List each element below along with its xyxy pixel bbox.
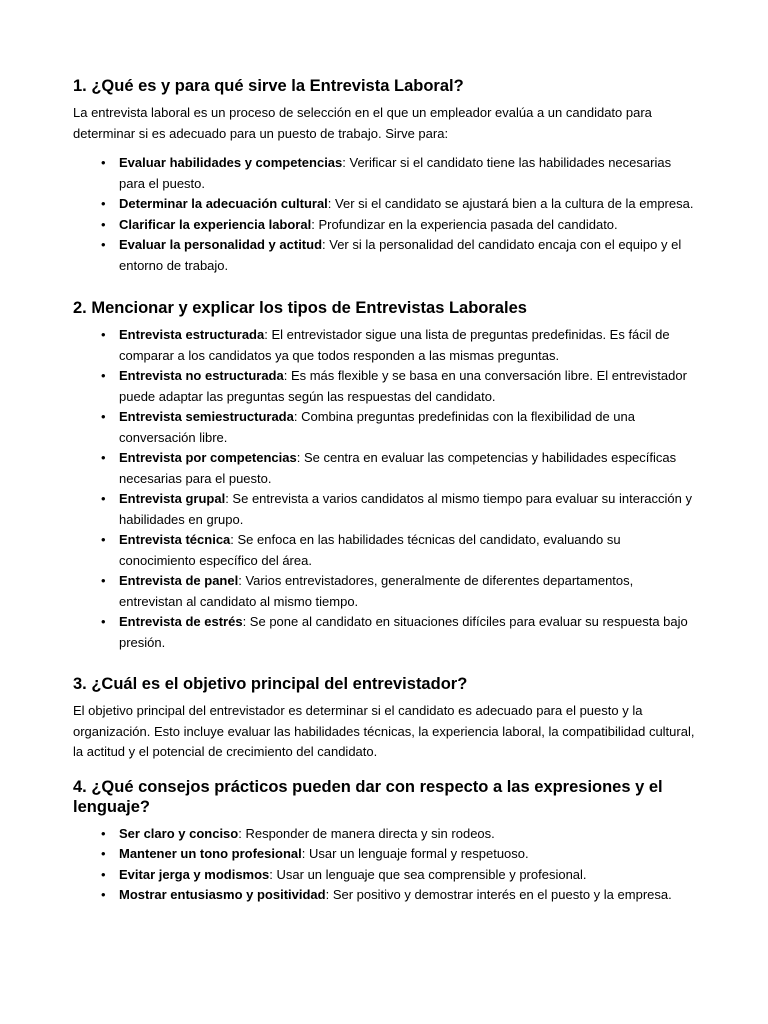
section-3-intro: El objetivo principal del entrevistador es determinar si el candidato es adecuado para el puesto y la organización. Esto incluye evaluar las habilidades técnicas, la experiencia laboral, la compatibilidad cultural, la actitud y el potencial de crecimiento del candidato. xyxy=(73,703,695,759)
bullet-icon: • xyxy=(101,237,106,252)
item-desc: : Usar un lenguaje formal y respetuoso. xyxy=(301,846,529,861)
list-item xyxy=(73,489,698,530)
item-term: Clarificar la experiencia laboral xyxy=(119,216,312,232)
item-term: Entrevista por competencias xyxy=(119,450,297,465)
section-1-list xyxy=(73,153,698,276)
item-desc: : Ver si la personalidad del candidato encaja con el equipo y el entorno de trabajo. xyxy=(119,237,682,273)
bullet-icon: • xyxy=(101,846,106,861)
section-3 xyxy=(73,674,698,763)
section-2 xyxy=(73,298,698,653)
item-desc: : Se pone al candidato en situaciones difíciles para evaluar su respuesta bajo presión. xyxy=(119,614,688,650)
list-item xyxy=(73,844,698,865)
item-term: Entrevista no estructurada xyxy=(119,368,284,383)
item-desc: : Responder de manera directa y sin rodeos. xyxy=(238,825,495,841)
document-page xyxy=(73,76,698,906)
item-term: Evitar jerga y modismos xyxy=(119,866,270,882)
item-desc: : Ver si el candidato se ajustará bien a la cultura de la empresa. xyxy=(327,196,694,211)
bullet-icon: • xyxy=(101,327,106,342)
item-desc: : Combina preguntas predefinidas con la flexibilidad de una conversación libre. xyxy=(119,409,635,445)
list-item xyxy=(73,612,698,653)
item-desc: : Se centra en evaluar las competencias y habilidades específicas necesarias para el puesto. xyxy=(119,450,677,486)
list-item xyxy=(73,194,698,215)
bullet-icon: • xyxy=(101,155,106,170)
section-4-title: 4. ¿Qué consejos prácticos pueden dar con respecto a las expresiones y el lenguaje? xyxy=(73,777,663,816)
item-desc: : Se enfoca en las habilidades técnicas del candidato, evaluando su conocimiento específico del área. xyxy=(119,532,621,568)
item-desc: : Se entrevista a varios candidatos al mismo tiempo para evaluar su interacción y habilidades en grupo. xyxy=(119,491,692,527)
bullet-icon: • xyxy=(101,532,106,547)
list-item xyxy=(73,448,698,489)
item-desc: : Es más flexible y se basa en una conversación libre. El entrevistador puede adaptar las preguntas según las respuestas del candidato. xyxy=(119,368,687,404)
list-item xyxy=(73,530,698,571)
section-1 xyxy=(73,76,698,276)
section-3-title: 3. ¿Cuál es el objetivo principal del entrevistador? xyxy=(73,675,468,693)
bullet-icon: • xyxy=(101,573,106,588)
item-term: Evaluar la personalidad y actitud xyxy=(119,237,323,252)
bullet-icon: • xyxy=(101,491,106,506)
section-4-list xyxy=(73,824,698,906)
item-desc: : Varios entrevistadores, generalmente de diferentes departamentos, entrevistan al candidato al mismo tiempo. xyxy=(119,573,634,609)
item-term: Ser claro y conciso xyxy=(119,825,239,841)
list-item xyxy=(73,865,698,886)
item-desc: : Ser positivo y demostrar interés en el puesto y la empresa. xyxy=(325,887,672,902)
list-item xyxy=(73,325,698,366)
item-term: Entrevista estructurada xyxy=(119,327,265,342)
item-term: Entrevista grupal xyxy=(119,491,226,506)
item-term: Mostrar entusiasmo y positividad xyxy=(119,887,326,902)
section-2-title: 2. Mencionar y explicar los tipos de Entrevistas Laborales xyxy=(73,299,527,317)
list-item xyxy=(73,153,698,194)
list-item xyxy=(73,235,698,276)
list-item xyxy=(73,366,698,407)
section-1-intro: La entrevista laboral es un proceso de selección en el que un empleador evalúa a un candidato para determinar si es adecuado para un puesto de trabajo. Sirve para: xyxy=(73,105,652,141)
item-desc: : El entrevistador sigue una lista de preguntas predefinidas. Es fácil de comparar a los candidatos ya que todos responden a las mismas preguntas. xyxy=(119,327,670,363)
list-item xyxy=(73,571,698,612)
item-term: Determinar la adecuación cultural xyxy=(119,196,328,211)
item-term: Entrevista de estrés xyxy=(119,614,243,629)
item-term: Entrevista técnica xyxy=(119,532,231,547)
item-term: Entrevista semiestructurada xyxy=(119,409,294,424)
item-term: Mantener un tono profesional xyxy=(119,846,302,861)
section-4 xyxy=(73,777,698,906)
list-item xyxy=(73,407,698,448)
bullet-icon: • xyxy=(101,614,106,629)
bullet-icon: • xyxy=(101,409,106,424)
bullet-icon: • xyxy=(101,216,106,232)
section-2-list xyxy=(73,325,698,653)
bullet-icon: • xyxy=(101,450,106,465)
list-item xyxy=(73,885,698,906)
item-desc: : Usar un lenguaje que sea comprensible y profesional. xyxy=(269,866,587,882)
bullet-icon: • xyxy=(101,196,106,211)
item-desc: : Verificar si el candidato tiene las habilidades necesarias para el puesto. xyxy=(119,155,672,191)
bullet-icon: • xyxy=(101,887,106,902)
list-item xyxy=(73,824,698,845)
bullet-icon: • xyxy=(101,368,106,383)
item-desc: : Profundizar en la experiencia pasada del candidato. xyxy=(311,216,618,232)
item-term: Entrevista de panel xyxy=(119,573,239,588)
item-term: Evaluar habilidades y competencias xyxy=(119,155,343,170)
bullet-icon: • xyxy=(101,866,106,882)
list-item xyxy=(73,215,698,236)
section-1-title: 1. ¿Qué es y para qué sirve la Entrevista Laboral? xyxy=(73,77,464,95)
bullet-icon: • xyxy=(101,825,106,841)
